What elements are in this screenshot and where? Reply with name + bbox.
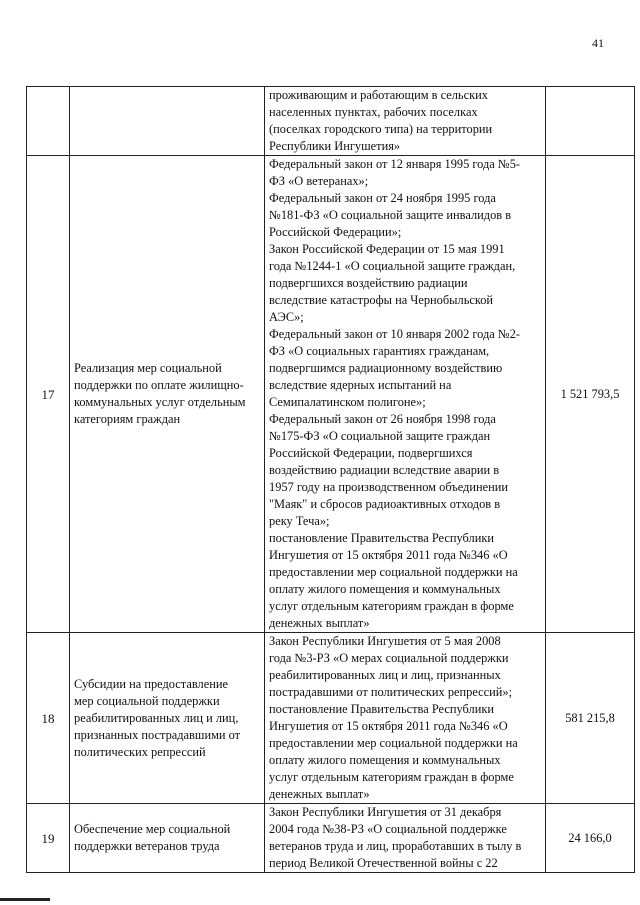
legal-basis-cell	[265, 633, 546, 804]
legal-basis-line: года №3-РЗ «О мерах социальной поддержки	[269, 651, 509, 665]
legal-basis-line: услуг отдельным категориям граждан в форме	[269, 770, 514, 784]
measure-name-cell	[70, 87, 265, 156]
legal-basis-line: №181-ФЗ «О социальной защите инвалидов в	[269, 208, 512, 222]
table-row	[27, 156, 635, 633]
measure-name-line: поддержки по оплате жилищно-	[74, 378, 244, 392]
amount-cell: 1 521 793,5	[546, 156, 635, 633]
scan-edge-mark	[0, 898, 50, 901]
measure-name-cell	[70, 156, 265, 633]
measure-name-line: мер социальной поддержки	[74, 693, 220, 708]
legal-basis-line: услуг отдельным категориям граждан в форме	[269, 599, 514, 613]
legal-basis-line: Закон Республики Ингушетия от 5 мая 2008	[269, 634, 501, 648]
legal-basis-line: реку Теча»;	[269, 514, 330, 528]
legal-basis-cell	[265, 87, 546, 156]
legal-basis-line: период Великой Отечественной войны с 22	[269, 856, 498, 870]
legal-basis-line: предоставлении мер социальной поддержки на	[269, 565, 518, 579]
page-number: 41	[592, 36, 604, 50]
measure-name-line: признанных пострадавшими от	[74, 727, 241, 742]
legal-basis-line: Республики Ингушетия»	[269, 139, 401, 153]
legal-basis-line: года №1244-1 «О социальной защите граждан,	[269, 259, 516, 273]
table-row	[27, 633, 635, 804]
table-body	[27, 87, 635, 873]
measure-name-line: коммунальных услуг отдельным	[74, 395, 246, 409]
legal-basis-line: постановление Правительства Республики	[269, 531, 494, 545]
legal-basis-line: ФЗ «О социальных гарантиях гражданам,	[269, 344, 490, 358]
legal-basis-line: населенных пунктах, рабочих поселках	[269, 105, 478, 119]
row-number-cell: 17	[27, 156, 70, 633]
legal-basis-line: 2004 года №38-РЗ «О социальной поддержке	[269, 822, 507, 836]
legal-basis-line: постановление Правительства Республики	[269, 702, 494, 716]
measure-name-line: категориям граждан	[74, 412, 181, 426]
legal-basis-line: Семипалатинском полигоне»;	[269, 395, 426, 409]
measure-name-cell	[70, 804, 265, 873]
legal-basis-line: Закон Российской Федерации от 15 мая 1991	[269, 242, 505, 256]
legal-basis-line: подвергшимся радиационному воздействию	[269, 361, 503, 375]
legal-basis-line: 1957 году на производственном объединении	[269, 480, 509, 494]
amount-cell: 24 166,0	[546, 804, 635, 873]
legal-basis-line: пострадавшими от политических репрессий»;	[269, 685, 513, 699]
legal-basis-line: ФЗ «О ветеранах»;	[269, 174, 369, 188]
legal-basis-line: Федеральный закон от 10 января 2002 года №2-	[269, 327, 521, 341]
legal-basis-line: Федеральный закон от 24 ноября 1995 года	[269, 191, 496, 205]
legal-basis-line: подвергшихся воздействию радиации	[269, 276, 468, 290]
measure-name-cell	[70, 633, 265, 804]
legal-basis-line: реабилитированных лиц и лиц, признанных	[269, 668, 501, 682]
measure-name-line: поддержки ветеранов труда	[74, 839, 220, 853]
amount-cell	[546, 87, 635, 156]
legal-basis-line: (поселках городского типа) на территории	[269, 122, 493, 136]
legal-basis-line: Российской Федерации, подвергшихся	[269, 446, 473, 460]
legal-basis-line: проживающим и работающим в сельских	[269, 88, 488, 102]
legal-basis-line: Закон Республики Ингушетия от 31 декабря	[269, 805, 502, 819]
legal-basis-line: воздействию радиации вследствие аварии в	[269, 463, 500, 477]
budget-table	[26, 86, 635, 873]
measure-name-line: Субсидии на предоставление	[74, 676, 228, 691]
legal-basis-line: "Маяк" и сбросов радиоактивных отходов в	[269, 497, 501, 511]
legal-basis-line: ветеранов труда и лиц, проработавших в тылу в	[269, 839, 522, 853]
legal-basis-line: №175-ФЗ «О социальной защите граждан	[269, 429, 491, 443]
table-row	[27, 87, 635, 156]
legal-basis-line: вследствие катастрофы на Чернобыльской	[269, 293, 494, 307]
amount-cell: 581 215,8	[546, 633, 635, 804]
legal-basis-line: денежных выплат»	[269, 616, 370, 630]
legal-basis-line: денежных выплат»	[269, 787, 370, 801]
row-number-cell: 19	[27, 804, 70, 873]
legal-basis-line: оплату жилого помещения и коммунальных	[269, 582, 501, 596]
legal-basis-line: вследствие ядерных испытаний на	[269, 378, 452, 392]
legal-basis-cell	[265, 156, 546, 633]
legal-basis-line: предоставлении мер социальной поддержки на	[269, 736, 518, 750]
row-number-cell	[27, 87, 70, 156]
legal-basis-line: Федеральный закон от 26 ноября 1998 года	[269, 412, 496, 426]
legal-basis-line: Федеральный закон от 12 января 1995 года №5-	[269, 157, 521, 171]
measure-name-line: Обеспечение мер социальной	[74, 822, 231, 836]
row-number-cell: 18	[27, 633, 70, 804]
table-row	[27, 804, 635, 873]
legal-basis-line: Ингушетия от 15 октября 2011 года №346 «О	[269, 548, 508, 562]
measure-name-line: Реализация мер социальной	[74, 361, 222, 375]
legal-basis-line: оплату жилого помещения и коммунальных	[269, 753, 501, 767]
legal-basis-line: АЭС»;	[269, 310, 304, 324]
legal-basis-cell	[265, 804, 546, 873]
legal-basis-line: Ингушетия от 15 октября 2011 года №346 «О	[269, 719, 508, 733]
measure-name-line: политических репрессий	[74, 744, 206, 759]
legal-basis-line: Российской Федерации»;	[269, 225, 402, 239]
measure-name-line: реабилитированных лиц и лиц,	[74, 710, 239, 725]
